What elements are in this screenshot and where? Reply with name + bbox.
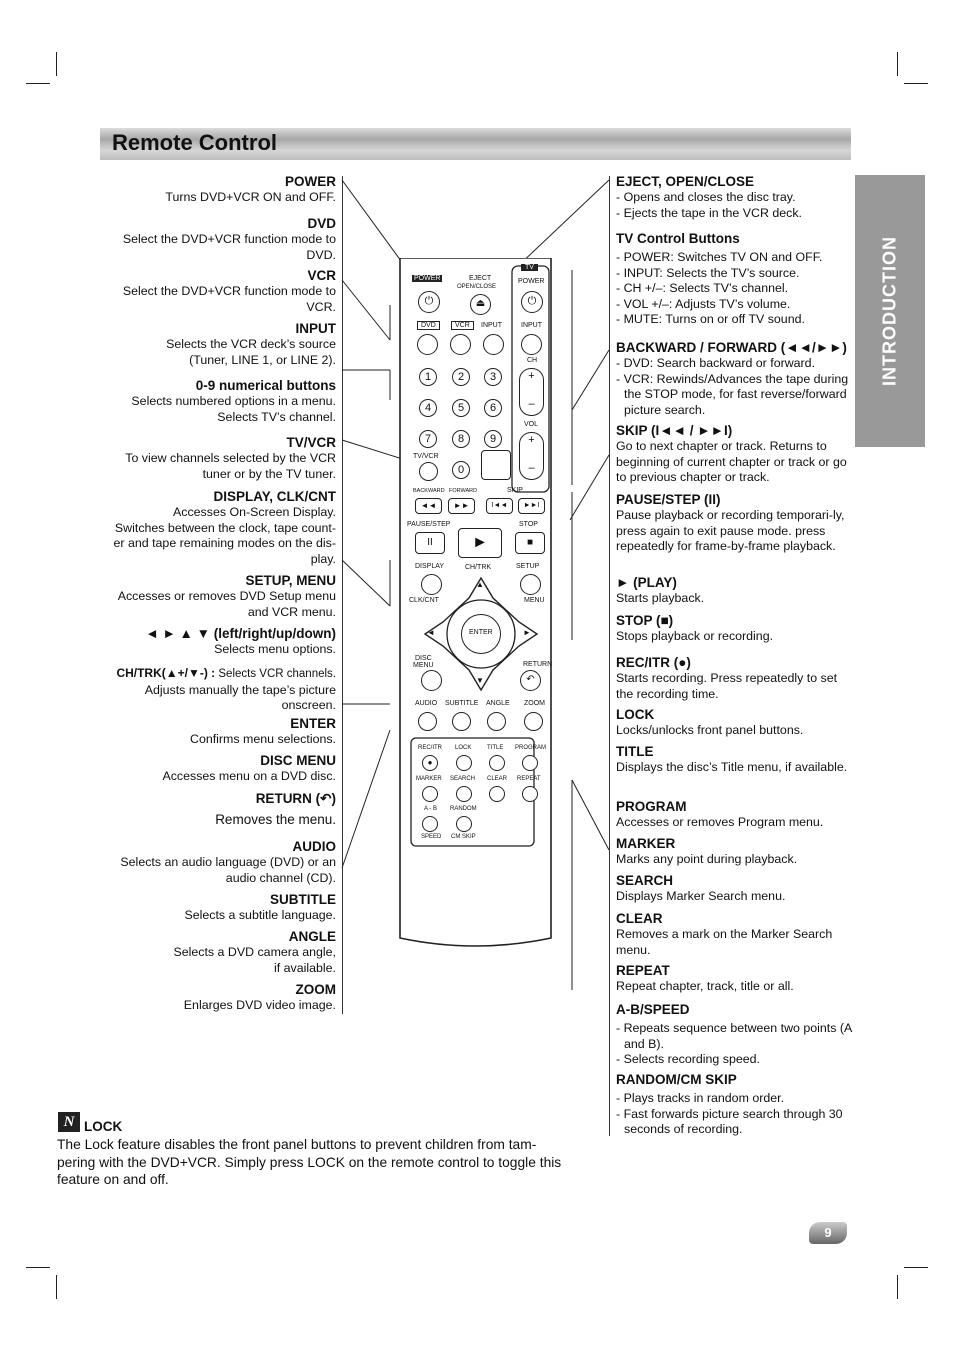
tv-input-label: INPUT [521,322,542,329]
dvd-label: DVD [417,321,440,330]
angle-label: ANGLE [486,700,510,707]
tv-power-label: POWER [518,278,545,285]
entry-text: Selects VCR channels. [215,668,336,680]
tv-channel-rocker[interactable]: + – [519,368,544,416]
entry-text: er and tape remaining modes on the dis- [113,536,336,550]
entry-heading: PROGRAM [616,799,687,814]
entry-text: Switches between the clock, tape count- [114,520,336,535]
digit-2-button[interactable]: 2 [452,368,470,386]
program-label: PROGRAM [515,745,547,751]
marker-button[interactable] [422,786,438,802]
entry-text: tuner or by the TV tuner. [202,466,336,481]
tv-power-button[interactable]: ⏻ [521,291,543,313]
digit-9-button[interactable]: 9 [484,430,502,448]
entry-text: - Plays tracks in random order. [616,1091,785,1105]
entry-heading: PAUSE/STEP (II) [616,492,721,507]
entry-heading: BACKWARD / FORWARD (◄◄/►►) [616,340,847,355]
entry-text: Select the DVD+VCR function mode to [122,284,336,298]
tv-input-button[interactable] [521,334,542,355]
a-b-button[interactable] [422,816,438,832]
side-tab-label: INTRODUCTION [879,236,900,386]
entry-text: audio channel (CD). [225,870,336,885]
disc-menu-button[interactable] [421,670,442,691]
clear-label: CLEAR [487,776,508,782]
eject-label: EJECT [469,275,492,282]
note-body: The Lock feature disables the front panel buttons to prevent children from tam-pering with the DVD+VCR. Simply press LOCK on the remote control to toggle this feature on and off. [57,1137,562,1187]
lock-label: LOCK [455,745,472,751]
entry-text: Locks/unlocks front panel buttons. [616,723,804,737]
dvd-button[interactable] [417,334,438,355]
stop-button[interactable]: ■ [515,532,545,554]
clk-cnt-label: CLK/CNT [409,597,439,604]
digit-0-button[interactable]: 0 [452,461,470,479]
entry-text: Enlarges DVD video image. [183,998,336,1012]
entry-text: - VCR: Rewinds/Advances the tape during the STOP mode, for fast reverse/forward picture search. [616,371,849,417]
cm-skip-label: CM SKIP [451,834,476,840]
entry-text: Selects a DVD camera angle, [173,945,336,959]
audio-label: AUDIO [415,700,438,707]
entry-text: Starts playback. [616,591,705,605]
search-button[interactable] [456,786,472,802]
entry-heading: STOP (■) [616,613,674,628]
entry-text: - MUTE: Turns on or off TV sound. [616,312,805,326]
digit-4-button[interactable]: 4 [419,399,437,417]
entry-text: Selects a subtitle language. [184,908,336,922]
title-label: TITLE [487,745,504,751]
entry-text: Adjusts manually the tape’s picture [144,682,336,697]
enter-label: ENTER [469,629,493,636]
page-title: Remote Control [112,130,277,155]
entry-heading: A-B/SPEED [616,1002,690,1017]
return-button[interactable]: ↶ [520,670,541,691]
program-button[interactable] [522,755,538,771]
pause-step-label: PAUSE/STEP [407,521,451,528]
right-arrow-icon[interactable]: ► [523,628,531,637]
rec-itr-button[interactable]: ● [422,755,438,771]
zoom-label: ZOOM [524,700,545,707]
digit-6-button[interactable]: 6 [484,399,502,417]
entry-text: and VCR menu. [247,604,336,619]
entry-heading: POWER [284,174,336,189]
entry-heading: ZOOM [295,982,336,997]
down-arrow-icon[interactable]: ▼ [476,676,484,685]
note-title: LOCK [84,1119,123,1134]
entry-text: if available. [274,960,336,975]
entry-text: - DVD: Search backward or forward. [616,356,816,370]
remote-control-illustration [397,258,554,950]
entry-heading: MARKER [616,836,676,851]
tv-vcr-button[interactable] [419,462,438,481]
entry-heading: CH/TRK(▲+/▼-) : [116,666,216,680]
entry-text: Selects the VCR deck’s source [166,337,336,351]
digit-5-button[interactable]: 5 [452,399,470,417]
entry-heading: REC/ITR (●) [616,655,691,670]
entry-text: DVD. [306,247,336,262]
marker-label: MARKER [416,776,442,782]
digit-3-button[interactable]: 3 [484,368,502,386]
tv-vcr-label: TV/VCR [413,453,439,460]
entry-heading: ◄ ► ▲ ▼ (left/right/up/down) [145,626,336,641]
display-label: DISPLAY [415,563,445,570]
open-close-label: OPEN/CLOSE [457,284,497,290]
entry-text: Stops playback or recording. [616,629,774,643]
entry-heading: SUBTITLE [270,892,336,907]
skip-label: SKIP [507,487,523,494]
angle-button[interactable] [487,712,506,731]
speed-label: SPEED [421,834,442,840]
input-button[interactable] [483,334,504,355]
subtitle-button[interactable] [452,712,471,731]
entry-text: Confirms menu selections. [190,732,336,746]
repeat-label: REPEAT [517,776,541,782]
audio-button[interactable] [418,712,437,731]
zoom-button[interactable] [524,712,543,731]
entry-text: Selects numbered options in a menu. [131,394,336,408]
entry-heading: RETURN (↶) [255,791,336,806]
disc-label: DISC [415,655,432,662]
skip-back-button[interactable]: I◄◄ [486,498,513,514]
forward-label: FORWARD [449,488,478,494]
title-button[interactable] [489,755,505,771]
backward-label: BACKWARD [413,488,445,494]
clear-button[interactable] [489,786,505,802]
entry-heading: AUDIO [292,839,336,854]
vcr-button[interactable] [450,334,471,355]
entry-heading: ► (PLAY) [616,575,677,590]
entry-text: Accesses or removes DVD Setup menu [117,589,336,603]
entry-heading: LOCK [616,707,655,722]
entry-text: Pause playback or recording temporari-ly, press again to exit pause mode. press repeatedly for frame-by-frame playback. [616,508,845,553]
setup-label: SETUP [516,563,540,570]
left-arrow-icon[interactable]: ◄ [427,628,435,637]
entry-heading: REPEAT [616,963,670,978]
digit-7-button[interactable]: 7 [419,430,437,448]
entry-text: Select the DVD+VCR function mode to [122,232,336,246]
subtitle-label: SUBTITLE [445,700,479,707]
entry-text: Removes the menu. [215,812,336,827]
entry-text: - INPUT: Selects the TV’s source. [616,265,800,280]
search-label: SEARCH [450,776,476,782]
up-arrow-icon[interactable]: ▲ [476,580,484,589]
entry-heading: SKIP (I◄◄ / ►►I) [616,423,733,438]
play-button[interactable]: ► [458,528,502,558]
entry-text: Marks any point during playback. [616,852,798,866]
backward-button[interactable]: ◄◄ [415,498,442,514]
entry-heading: TV Control Buttons [616,231,740,246]
entry-text: - POWER: Switches TV ON and OFF. [616,250,823,264]
entry-heading: TV/VCR [286,435,336,450]
entry-text: - Opens and closes the disc tray. [616,190,796,204]
entry-text: Accesses On-Screen Display. [173,505,336,519]
random-label: RANDOM [450,806,477,812]
entry-text: play. [310,551,336,566]
entry-heading: SETUP, MENU [245,573,336,588]
entry-heading: TITLE [616,744,654,759]
entry-text: Turns DVD+VCR ON and OFF. [165,190,336,204]
entry-text: Selects an audio language (DVD) or an [120,855,336,869]
entry-text: - Selects recording speed. [616,1052,760,1066]
digit-1-button[interactable]: 1 [419,368,437,386]
skip-forward-button[interactable]: ►►I [518,498,545,514]
entry-text: - VOL +/–: Adjusts TV’s volume. [616,296,791,311]
entry-text: Selects menu options. [214,642,336,656]
entry-text: Starts recording. Press repeatedly to set the recording time. [616,671,838,701]
entry-heading: ANGLE [288,929,336,944]
power-label: POWER [414,275,441,282]
entry-text: Selects TV’s channel. [217,409,336,424]
return-label: RETURN [523,661,553,668]
vcr-label: VCR [451,321,474,330]
vol-label: VOL [524,421,539,428]
random-button[interactable] [456,816,472,832]
entry-text: Repeat chapter, track, title or all. [616,979,794,993]
entry-heading: 0-9 numerical buttons [195,378,336,393]
entry-text: - Fast forwards picture search through 30 seconds of recording. [616,1106,843,1136]
mute-button[interactable] [481,450,511,480]
entry-text: - Repeats sequence between two points (A and B). [616,1021,852,1051]
entry-heading: RANDOM/CM SKIP [616,1072,737,1087]
entry-text: To view channels selected by the VCR [125,451,336,465]
note-icon: N [58,1112,80,1132]
entry-heading: DISC MENU [260,753,336,768]
entry-text: Go to next chapter or track. Returns to beginning of current chapter or track or go to previous chapter or track. [616,439,847,484]
entry-text: - CH +/–: Selects TV’s channel. [616,281,789,295]
entry-text: - Ejects the tape in the VCR deck. [616,205,802,220]
entry-text: Displays Marker Search menu. [616,889,786,903]
ch-label: CH [527,357,538,364]
ch-trk-label: CH/TRK [465,564,492,571]
entry-text: Accesses menu on a DVD disc. [162,769,336,783]
entry-text: onscreen. [281,698,336,712]
power-button[interactable]: ⏻ [418,291,440,313]
stop-label: STOP [519,521,538,528]
entry-heading: EJECT, OPEN/CLOSE [616,174,755,189]
entry-heading: DVD [307,216,336,231]
entry-heading: CLEAR [616,911,663,926]
disc-menu-label: MENU [413,662,434,669]
input-label: INPUT [481,322,502,329]
menu-label: MENU [524,597,545,604]
lock-button[interactable] [456,755,472,771]
entry-heading: SEARCH [616,873,674,888]
digit-8-button[interactable]: 8 [452,430,470,448]
entry-heading: ENTER [290,716,336,731]
forward-button[interactable]: ►► [448,498,475,514]
page-number-badge: 9 [809,1222,847,1244]
rec-itr-label: REC/ITR [418,745,442,751]
tv-label: TV [521,264,538,271]
a-b-label: A - B [424,806,438,812]
entry-text: Removes a mark on the Marker Search menu. [616,927,833,957]
entry-text: Displays the disc’s Title menu, if available. [616,760,848,774]
repeat-button[interactable] [522,786,538,802]
pause-button[interactable]: II [415,532,445,554]
entry-text: (Tuner, LINE 1, or LINE 2). [189,352,336,367]
entry-text: VCR. [306,299,336,314]
tv-volume-rocker[interactable]: + – [519,432,544,480]
entry-heading: INPUT [295,321,336,336]
eject-button[interactable]: ⏏ [470,294,491,315]
entry-heading: DISPLAY, CLK/CNT [213,489,336,504]
entry-heading: VCR [307,268,336,283]
entry-text: Accesses or removes Program menu. [616,815,824,829]
